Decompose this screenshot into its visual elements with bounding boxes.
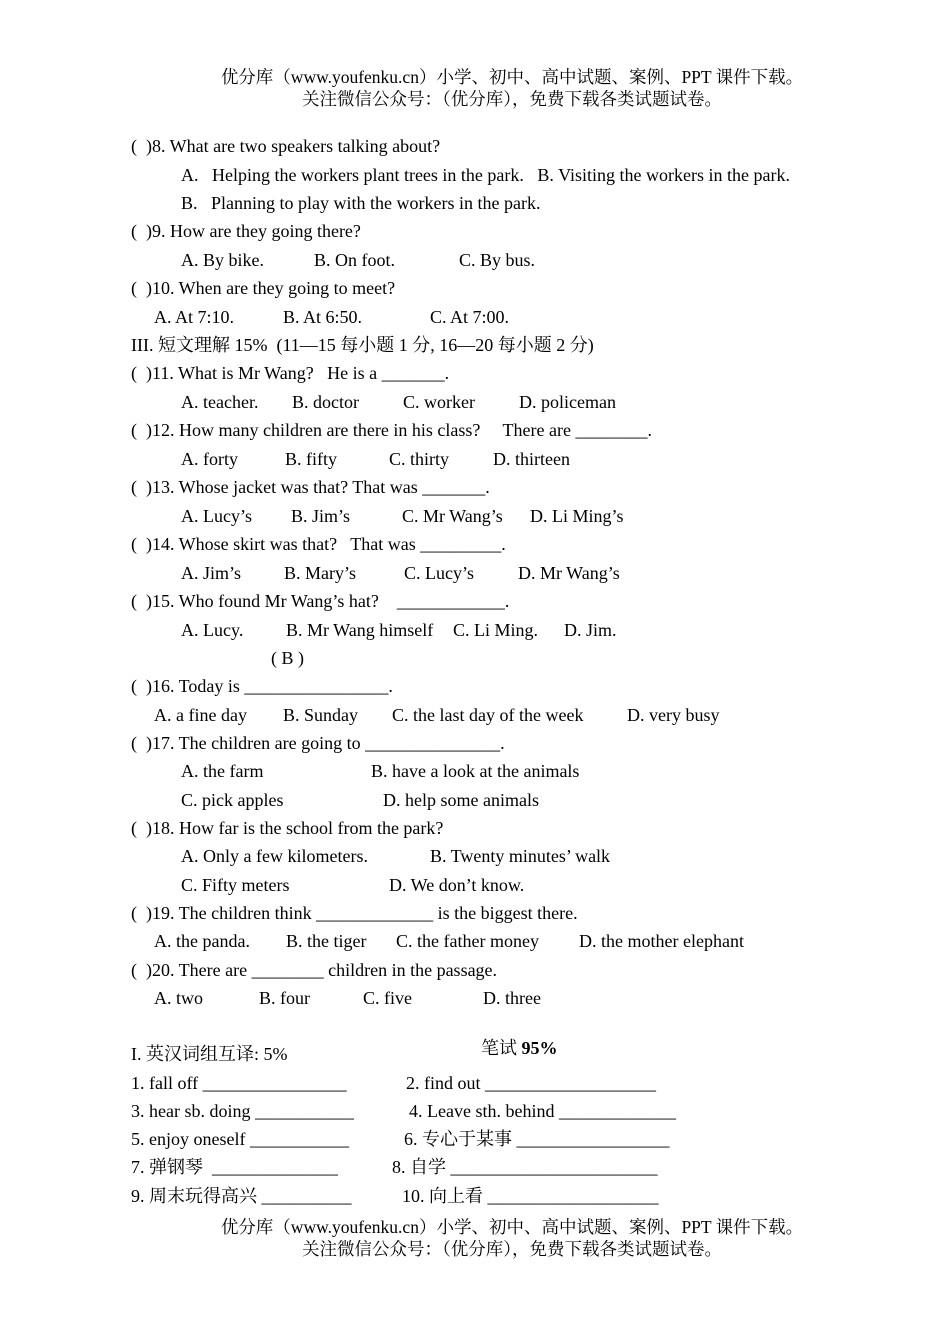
question-19-option: C. the father money [396, 931, 539, 951]
question-20-option: D. three [483, 988, 541, 1008]
question-16: ( )16. Today is ________________. [131, 676, 393, 696]
question-20: ( )20. There are ________ children in the passage. [131, 960, 498, 980]
question-17-option: A. the farm [181, 761, 264, 781]
question-14-option: A. Jim’s [181, 563, 242, 583]
translation-item: 1. fall off ________________ [131, 1073, 347, 1093]
question-14: ( )14. Whose skirt was that? That was _________. [131, 534, 506, 554]
question-19-option: B. the tiger [286, 931, 367, 951]
translation-item: 8. 自学 _______________________ [392, 1157, 658, 1177]
question-15-option: C. Li Ming. [453, 620, 539, 640]
translation-item: 7. 弹钢琴 ______________ [131, 1157, 338, 1177]
question-19-option: D. the mother elephant [579, 931, 744, 951]
header-line-1: 优分库（www.youfenku.cn）小学、初中、高中试题、案例、PPT 课件下载。 [220, 67, 804, 87]
question-16-option: B. Sunday [283, 705, 359, 725]
part-b-label: ( B ) [271, 648, 304, 668]
question-11-option: A. teacher. [181, 392, 259, 412]
question-20-option: C. five [363, 988, 412, 1008]
question-18-option: D. We don’t know. [389, 875, 525, 895]
translation-item: 2. find out ___________________ [406, 1073, 656, 1093]
question-9-option: A. By bike. [181, 250, 264, 270]
written-title-cn: 笔试 [481, 1038, 517, 1058]
question-18-option: B. Twenty minutes’ walk [430, 846, 611, 866]
question-13: ( )13. Whose jacket was that? That was _______. [131, 477, 490, 497]
question-16-option: D. very busy [627, 705, 720, 725]
footer-line-1: 优分库（www.youfenku.cn）小学、初中、高中试题、案例、PPT 课件下载。 [220, 1217, 804, 1237]
question-16-option: C. the last day of the week [392, 705, 584, 725]
question-15-option: A. Lucy. [181, 620, 244, 640]
question-14-option: C. Lucy’s [404, 563, 474, 583]
question-13-option: B. Jim’s [291, 506, 351, 526]
question-11: ( )11. What is Mr Wang? He is a _______. [131, 363, 450, 383]
translation-item: 10. 向上看 ___________________ [402, 1186, 659, 1206]
question-8-option-b: B. Planning to play with the workers in the park. [181, 193, 541, 213]
question-18: ( )18. How far is the school from the park? [131, 818, 444, 838]
question-12: ( )12. How many children are there in his class? There are ________. [131, 420, 652, 440]
question-11-option: D. policeman [519, 392, 616, 412]
question-8-option-a: A. Helping the workers plant trees in the park. B. Visiting the workers in the park. [181, 165, 790, 185]
translation-item: 6. 专心于某事 _________________ [404, 1129, 670, 1149]
written-title-percent: 95% [521, 1038, 558, 1058]
question-10: ( )10. When are they going to meet? [131, 278, 396, 298]
question-12-option: B. fifty [285, 449, 337, 469]
question-13-option: C. Mr Wang’s [402, 506, 503, 526]
question-11-option: C. worker [403, 392, 475, 412]
translation-section-title: I. 英汉词组互译: 5% [131, 1044, 288, 1064]
translation-item: 9. 周末玩得高兴 __________ [131, 1186, 352, 1206]
reading-section-title: III. 短文理解 15% (11—15 每小题 1 分, 16—20 每小题 2 分) [131, 335, 594, 355]
question-15: ( )15. Who found Mr Wang’s hat? ____________. [131, 591, 510, 611]
question-16-option: A. a fine day [154, 705, 247, 725]
question-17-option: D. help some animals [383, 790, 539, 810]
question-18-option: A. Only a few kilometers. [181, 846, 368, 866]
translation-item: 5. enjoy oneself ___________ [131, 1129, 349, 1149]
question-14-option: B. Mary’s [284, 563, 356, 583]
header-line-2: 关注微信公众号：（优分库），免费下载各类试题试卷。 [302, 89, 722, 109]
question-19-option: A. the panda. [154, 931, 250, 951]
question-20-option: B. four [259, 988, 310, 1008]
question-17-option: B. have a look at the animals [371, 761, 580, 781]
question-9: ( )9. How are they going there? [131, 221, 361, 241]
question-18-option: C. Fifty meters [181, 875, 290, 895]
question-13-option: A. Lucy’s [181, 506, 252, 526]
question-17-option: C. pick apples [181, 790, 284, 810]
question-15-option: D. Jim. [564, 620, 617, 640]
question-13-option: D. Li Ming’s [530, 506, 624, 526]
question-12-option: D. thirteen [493, 449, 570, 469]
translation-item: 4. Leave sth. behind _____________ [409, 1101, 676, 1121]
question-10-option: A. At 7:10. [154, 307, 235, 327]
question-10-option: B. At 6:50. [283, 307, 363, 327]
question-11-option: B. doctor [292, 392, 359, 412]
question-19: ( )19. The children think _____________ is the biggest there. [131, 903, 578, 923]
question-14-option: D. Mr Wang’s [518, 563, 620, 583]
question-9-option: C. By bus. [459, 250, 536, 270]
question-20-option: A. two [154, 988, 203, 1008]
question-15-option: B. Mr Wang himself [286, 620, 434, 640]
question-9-option: B. On foot. [314, 250, 395, 270]
question-17: ( )17. The children are going to _______________. [131, 733, 505, 753]
question-8: ( )8. What are two speakers talking about? [131, 136, 441, 156]
written-section-title [472, 1015, 558, 1059]
translation-item: 3. hear sb. doing ___________ [131, 1101, 354, 1121]
question-12-option: C. thirty [389, 449, 450, 469]
footer-line-2: 关注微信公众号：（优分库），免费下载各类试题试卷。 [302, 1239, 722, 1259]
question-10-option: C. At 7:00. [430, 307, 510, 327]
question-12-option: A. forty [181, 449, 238, 469]
